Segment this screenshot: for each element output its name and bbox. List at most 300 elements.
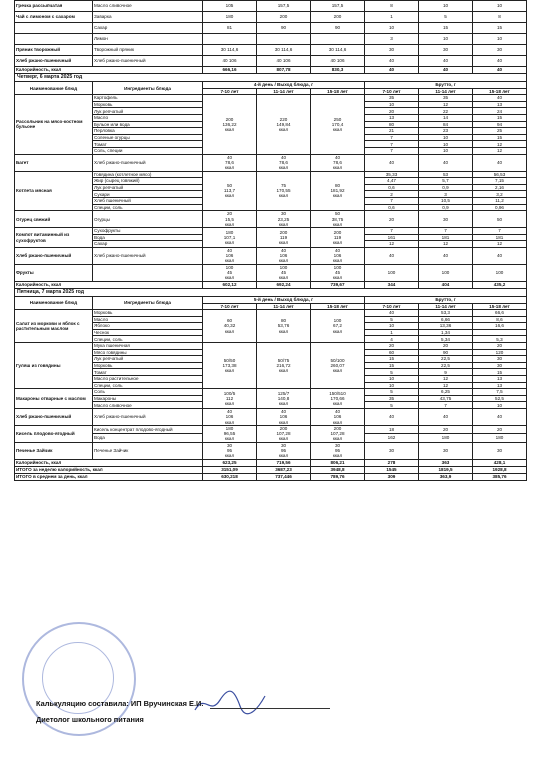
kcal-unit: ккал: [278, 221, 289, 227]
ingredient: Соль, специи: [93, 147, 203, 154]
brutto-value: 10: [419, 147, 473, 154]
age-header: 11-14 лет: [257, 89, 311, 95]
total-label: Калорийность, ккал: [15, 67, 203, 74]
total-value: 806,21: [311, 459, 365, 466]
ingredient: Специи, соль: [93, 336, 203, 343]
kcal-unit: ккал: [332, 240, 343, 246]
table-row: [15, 264, 527, 281]
ingredient: Яблоко: [93, 323, 203, 330]
output-value: [311, 264, 365, 281]
total-value: 719,56: [257, 459, 311, 466]
dish-name: Чай с лимоном с сахаром: [15, 12, 93, 23]
ingredient: Хлеб ржано-пшеничный: [93, 154, 203, 171]
brutto-value: 10: [419, 134, 473, 141]
output-value: [311, 247, 365, 264]
brutto-value: 40: [365, 247, 419, 264]
kcal-value: 106: [225, 253, 234, 259]
kcal-unit: ккал: [332, 419, 343, 425]
kcal-value: 95: [280, 448, 287, 453]
output-header: 4-й день / Выход блюда, г: [203, 82, 365, 89]
ingredient: Специи, соль: [93, 382, 203, 389]
kcal-unit: ккал: [278, 401, 289, 407]
portion: 180: [225, 426, 234, 431]
brutto-value: 10,5: [419, 197, 473, 204]
kcal-unit: ккал: [278, 193, 289, 199]
age-header: 7-10 лет: [365, 303, 419, 309]
brutto-value: 40: [365, 409, 419, 426]
brutto-value: 3: [365, 34, 419, 45]
brutto-value: 7,15: [473, 178, 527, 185]
dish-name: [15, 34, 93, 45]
kcal-value: 260,07: [330, 363, 345, 369]
ingredient: Мука пшеничная: [93, 343, 203, 350]
brutto-value: 0,9: [419, 184, 473, 191]
brutto-value: 120: [473, 349, 527, 356]
output-value: 157,5: [311, 1, 365, 12]
dish-name: Гуляш из говядины: [15, 343, 93, 389]
week-total-value: 3948,8: [311, 466, 365, 473]
output-value: [203, 442, 257, 459]
kcal-value: 107,28: [330, 431, 345, 437]
ingredient: Сахар: [93, 241, 203, 248]
ingredient: Творожный пряник: [93, 45, 203, 56]
output-value: [203, 171, 257, 211]
brutto-value: 22: [419, 108, 473, 115]
brutto-value: 40: [419, 154, 473, 171]
age-header: 7-10 лет: [365, 89, 419, 95]
brutto-value: [473, 329, 527, 336]
kcal-value: 106: [333, 253, 342, 259]
brutto-value: 13: [473, 376, 527, 383]
portion: 30: [280, 211, 287, 217]
table-row: [15, 466, 527, 473]
brutto-value: 30: [473, 356, 527, 363]
ingredients-header: Ингредиенты блюда: [93, 82, 203, 95]
portion: 100: [225, 265, 234, 271]
menu-table: [14, 0, 527, 481]
portion: 220: [279, 116, 288, 122]
table-row: [15, 1, 527, 12]
output-value: [311, 442, 365, 459]
brutto-value: 30: [419, 45, 473, 56]
kcal-value: 106: [279, 414, 288, 420]
output-header: 5-й день / Выход блюда, г: [203, 296, 365, 303]
portion: 75: [280, 183, 287, 189]
brutto-value: 0,9: [419, 204, 473, 211]
portion: 150/510: [329, 390, 346, 396]
brutto-value: 3,2: [473, 191, 527, 198]
kcal-value: 45: [226, 270, 233, 276]
output-value: 157,5: [257, 1, 311, 12]
output-value: 40 106: [311, 56, 365, 67]
output-value: 30 114,6: [311, 45, 365, 56]
age-header: 15-18 лет: [473, 89, 527, 95]
ingredients-header: Ингредиенты блюда: [93, 296, 203, 309]
brutto-value: 12: [419, 382, 473, 389]
brutto-value: 15: [473, 369, 527, 376]
kcal-unit: ккал: [224, 419, 235, 425]
brutto-value: 35,33: [365, 171, 419, 178]
brutto-value: 40: [473, 247, 527, 264]
dish-name: [15, 23, 93, 34]
kcal-value: 95: [334, 448, 341, 453]
brutto-value: 15: [365, 356, 419, 363]
brutto-value: 35: [365, 395, 419, 402]
brutto-value: 10: [365, 376, 419, 383]
output-value: [203, 264, 257, 281]
portion: 60: [226, 318, 233, 324]
age-header: 7-10 лет: [203, 89, 257, 95]
brutto-value: 30: [365, 442, 419, 459]
brutto-value: 30: [365, 45, 419, 56]
output-value: 200: [257, 12, 311, 23]
brutto-value: 12: [419, 241, 473, 248]
brutto-header: Брутто, г: [365, 296, 527, 303]
ingredient: Морковь: [93, 101, 203, 108]
ingredient: Лук репчатый: [93, 184, 203, 191]
brutto-value: 12: [473, 141, 527, 148]
table-row: [15, 74, 527, 82]
brutto-value: 53: [419, 171, 473, 178]
portion: 80: [334, 183, 341, 189]
output-value: [311, 310, 365, 343]
brutto-value: 181: [473, 234, 527, 241]
total-value: 344: [365, 281, 419, 288]
brutto-value: 50: [473, 211, 527, 228]
total-value: 40: [473, 67, 527, 74]
avg-total-value: 363,9: [419, 473, 473, 480]
brutto-value: 20: [365, 108, 419, 115]
brutto-value: 40: [419, 56, 473, 67]
week-total-value: 1545: [365, 466, 419, 473]
output-value: [257, 442, 311, 459]
compiler-line: Калькуляцию составила: ИП Вручинская Е.И.: [36, 699, 204, 708]
portion: 100/5: [223, 390, 236, 396]
week-total-label: ИТОГО за неделю калорийность, ккал: [15, 466, 203, 473]
kcal-unit: ккал: [332, 368, 343, 374]
kcal-value: 119: [279, 234, 288, 240]
brutto-value: 12: [473, 147, 527, 154]
table-row: [15, 154, 527, 171]
table-row: [15, 45, 527, 56]
footer: [36, 696, 203, 728]
brutto-value: 14: [419, 114, 473, 121]
brutto-value: 80: [365, 121, 419, 128]
ingredient: Лук репчатый: [93, 108, 203, 115]
brutto-value: 20: [365, 343, 419, 350]
brutto-value: 1,34: [419, 329, 473, 336]
output-value: [311, 171, 365, 211]
ingredient: Жир (сырец говяжий): [93, 178, 203, 185]
kcal-unit: ккал: [278, 453, 289, 459]
kcal-unit: ккал: [332, 221, 343, 227]
brutto-value: 30: [419, 442, 473, 459]
portion: 200: [225, 116, 234, 122]
brutto-value: 13: [473, 101, 527, 108]
portion: 125/7: [277, 390, 290, 396]
total-value: 830,3: [311, 67, 365, 74]
ingredient: Морковь: [93, 310, 203, 317]
brutto-value: 7: [419, 402, 473, 409]
ingredient: Масло: [93, 316, 203, 323]
kcal-unit: ккал: [332, 436, 343, 442]
day-title: Пятница, 7 марта 2025 год: [15, 288, 527, 296]
table-row: [15, 23, 527, 34]
kcal-unit: ккал: [332, 193, 343, 199]
output-value: [311, 426, 365, 443]
output-value: [257, 389, 311, 409]
brutto-value: 8: [473, 12, 527, 23]
ingredient: Бульон или вода: [93, 121, 203, 128]
brutto-value: 10: [473, 34, 527, 45]
brutto-value: 16,6: [473, 323, 527, 330]
brutto-value: 5: [365, 369, 419, 376]
table-row: [15, 310, 527, 317]
brutto-value: 66,6: [473, 310, 527, 317]
avg-total-value: 385,76: [473, 473, 527, 480]
output-value: 30 114,6: [203, 45, 257, 56]
brutto-value: 2,16: [473, 184, 527, 191]
brutto-value: 30: [419, 211, 473, 228]
brutto-value: 21: [365, 128, 419, 135]
output-value: [203, 310, 257, 343]
dish-name: Хлеб ржано-пшеничный: [15, 56, 93, 67]
portion: 40: [226, 409, 233, 415]
brutto-value: 4: [365, 336, 419, 343]
brutto-value: 10: [419, 1, 473, 12]
table-row: [15, 459, 527, 466]
dietitian-line: Диетолог школьного питания: [36, 715, 144, 724]
output-value: [257, 95, 311, 154]
kcal-value: 113,7: [223, 188, 236, 194]
ingredient: Хлеб пшеничный: [93, 197, 203, 204]
table-row: [15, 95, 527, 102]
dish-name: Кисель плодово-ягодный: [15, 426, 93, 443]
kcal-unit: ккал: [332, 275, 343, 281]
table-row: [15, 442, 527, 459]
total-value: 602,12: [203, 281, 257, 288]
output-value: [257, 154, 311, 171]
output-value: [257, 343, 311, 389]
brutto-value: 15: [473, 134, 527, 141]
portion: 40: [334, 248, 341, 254]
kcal-value: 67,2: [333, 323, 342, 329]
ingredient: Перловка: [93, 128, 203, 135]
ingredient: Вода: [93, 234, 203, 241]
brutto-value: 40: [473, 409, 527, 426]
output-value: [311, 228, 365, 248]
portion: 200: [279, 229, 288, 235]
avg-total-value: 737,446: [257, 473, 311, 480]
brutto-value: 0,6: [365, 184, 419, 191]
output-value: [257, 228, 311, 248]
ingredient: Вода: [93, 434, 203, 442]
kcal-value: 149,84: [276, 121, 291, 127]
dish-name: Компот витаминный из сухофруктов: [15, 228, 93, 248]
kcal-unit: ккал: [278, 165, 289, 171]
brutto-value: 18: [365, 426, 419, 434]
age-header: 11-14 лет: [419, 89, 473, 95]
table-row: [15, 12, 527, 23]
brutto-value: 5,34: [419, 336, 473, 343]
portion: 180: [225, 229, 234, 235]
brutto-value: 10: [419, 141, 473, 148]
kcal-value: 170,4: [331, 121, 344, 127]
brutto-value: 7: [365, 134, 419, 141]
output-value: [257, 310, 311, 343]
ingredient: Печенье Зайчик: [93, 442, 203, 459]
brutto-value: 6,25: [419, 389, 473, 396]
dish-header: Наименование блюд: [15, 82, 93, 95]
table-row: [15, 281, 527, 288]
brutto-value: 5: [365, 389, 419, 396]
brutto-value: 7: [473, 228, 527, 235]
kcal-value: 173,38: [222, 363, 237, 369]
kcal-value: 15,5: [225, 216, 234, 222]
brutto-value: 5,3: [473, 336, 527, 343]
output-value: [203, 228, 257, 248]
ingredient: Говядина (котлетное мясо): [93, 171, 203, 178]
portion: 80: [280, 318, 287, 324]
table-row: [15, 409, 527, 426]
ingredient: Томат: [93, 141, 203, 148]
output-value: 40 106: [203, 56, 257, 67]
brutto-value: 0,96: [473, 204, 527, 211]
output-value: [311, 389, 365, 409]
portion: 50: [226, 183, 233, 189]
brutto-value: 10: [419, 34, 473, 45]
total-value: 692,24: [257, 281, 311, 288]
output-value: [257, 426, 311, 443]
dish-name: Гречка рассыпчатая: [15, 1, 93, 12]
output-value: 105: [203, 1, 257, 12]
brutto-value: 100: [473, 264, 527, 281]
portion: 40: [280, 154, 287, 160]
output-value: 90: [311, 23, 365, 34]
brutto-value: 20: [365, 211, 419, 228]
portion: 200: [333, 426, 342, 431]
ingredient: Картофель: [93, 95, 203, 102]
dish-name: Печенье Зайчик: [15, 442, 93, 459]
brutto-value: 30: [473, 442, 527, 459]
ingredient: Лимон: [93, 34, 203, 45]
brutto-value: 90: [419, 349, 473, 356]
dish-name: Багет: [15, 154, 93, 171]
kcal-value: 106: [225, 414, 234, 420]
kcal-unit: ккал: [332, 401, 343, 407]
kcal-value: 78,6: [225, 159, 234, 165]
week-total-value: 3687,23: [257, 466, 311, 473]
table-row: [15, 171, 527, 178]
ingredient: Томат: [93, 369, 203, 376]
table-row: [15, 473, 527, 480]
portion: 100: [279, 265, 288, 271]
brutto-value: 12: [365, 241, 419, 248]
dish-name: Фрукты: [15, 264, 93, 281]
ingredient: Хлеб ржано-пшеничный: [93, 56, 203, 67]
brutto-value: 13: [473, 382, 527, 389]
total-value: 278: [365, 459, 419, 466]
brutto-value: 161: [365, 234, 419, 241]
dish-name: Пряник творожный: [15, 45, 93, 56]
table-row: [15, 426, 527, 434]
kcal-unit: ккал: [278, 126, 289, 132]
output-value: [311, 34, 365, 45]
kcal-value: 40,32: [223, 323, 236, 329]
brutto-value: 7: [365, 141, 419, 148]
table-row: [15, 228, 527, 235]
kcal-unit: ккал: [224, 240, 235, 246]
total-label: Калорийность, ккал: [15, 281, 203, 288]
total-value: 666,16: [203, 67, 257, 74]
ingredient: Сухари: [93, 191, 203, 198]
total-value: 40: [419, 67, 473, 74]
kcal-value: 140,8: [277, 396, 290, 401]
brutto-value: 15: [473, 23, 527, 34]
output-value: [257, 171, 311, 211]
brutto-value: 40: [365, 310, 419, 317]
brutto-value: 100: [365, 264, 419, 281]
brutto-value: 20: [419, 426, 473, 434]
brutto-value: 180: [419, 434, 473, 442]
brutto-value: 180: [473, 434, 527, 442]
brutto-value: 15: [473, 114, 527, 121]
ingredient: Соль: [93, 389, 203, 396]
brutto-value: 11,2: [473, 197, 527, 204]
kcal-unit: ккал: [278, 368, 289, 374]
output-value: [203, 154, 257, 171]
kcal-unit: ккал: [332, 328, 343, 334]
brutto-value: 1: [365, 12, 419, 23]
dish-name: Салат из моркови и яблок с растительным маслом: [15, 310, 93, 343]
brutto-value: 43,75: [419, 395, 473, 402]
brutto-value: 53,3: [419, 310, 473, 317]
output-value: [257, 211, 311, 228]
brutto-value: 25: [473, 128, 527, 135]
kcal-value: 106: [333, 414, 342, 420]
kcal-unit: ккал: [278, 275, 289, 281]
brutto-value: 20: [473, 426, 527, 434]
brutto-value: 5: [365, 316, 419, 323]
kcal-value: 23,25: [277, 216, 290, 222]
kcal-unit: ккал: [278, 240, 289, 246]
table-row: [15, 56, 527, 67]
brutto-value: 10: [365, 382, 419, 389]
brutto-value: 40: [473, 56, 527, 67]
ingredient: Сухофрукты: [93, 228, 203, 235]
brutto-value: 7,5: [473, 389, 527, 396]
ingredient: Огурцы: [93, 211, 203, 228]
brutto-value: 10: [473, 402, 527, 409]
brutto-value: 10: [365, 101, 419, 108]
total-value: 807,78: [257, 67, 311, 74]
brutto-value: 12: [419, 101, 473, 108]
table-row: [15, 82, 527, 89]
kcal-value: 170,66: [330, 396, 345, 401]
avg-total-value: 789,76: [311, 473, 365, 480]
age-header: 15-18 лет: [311, 89, 365, 95]
brutto-value: 2: [365, 191, 419, 198]
kcal-unit: ккал: [224, 193, 235, 199]
brutto-value: 60: [365, 349, 419, 356]
kcal-unit: ккал: [332, 258, 343, 264]
table-row: [15, 343, 527, 350]
ingredient: Хлеб ржано-пшеничный: [93, 247, 203, 264]
brutto-value: 7: [419, 228, 473, 235]
kcal-unit: ккал: [224, 165, 235, 171]
brutto-value: 35: [419, 95, 473, 102]
kcal-unit: ккал: [278, 419, 289, 425]
